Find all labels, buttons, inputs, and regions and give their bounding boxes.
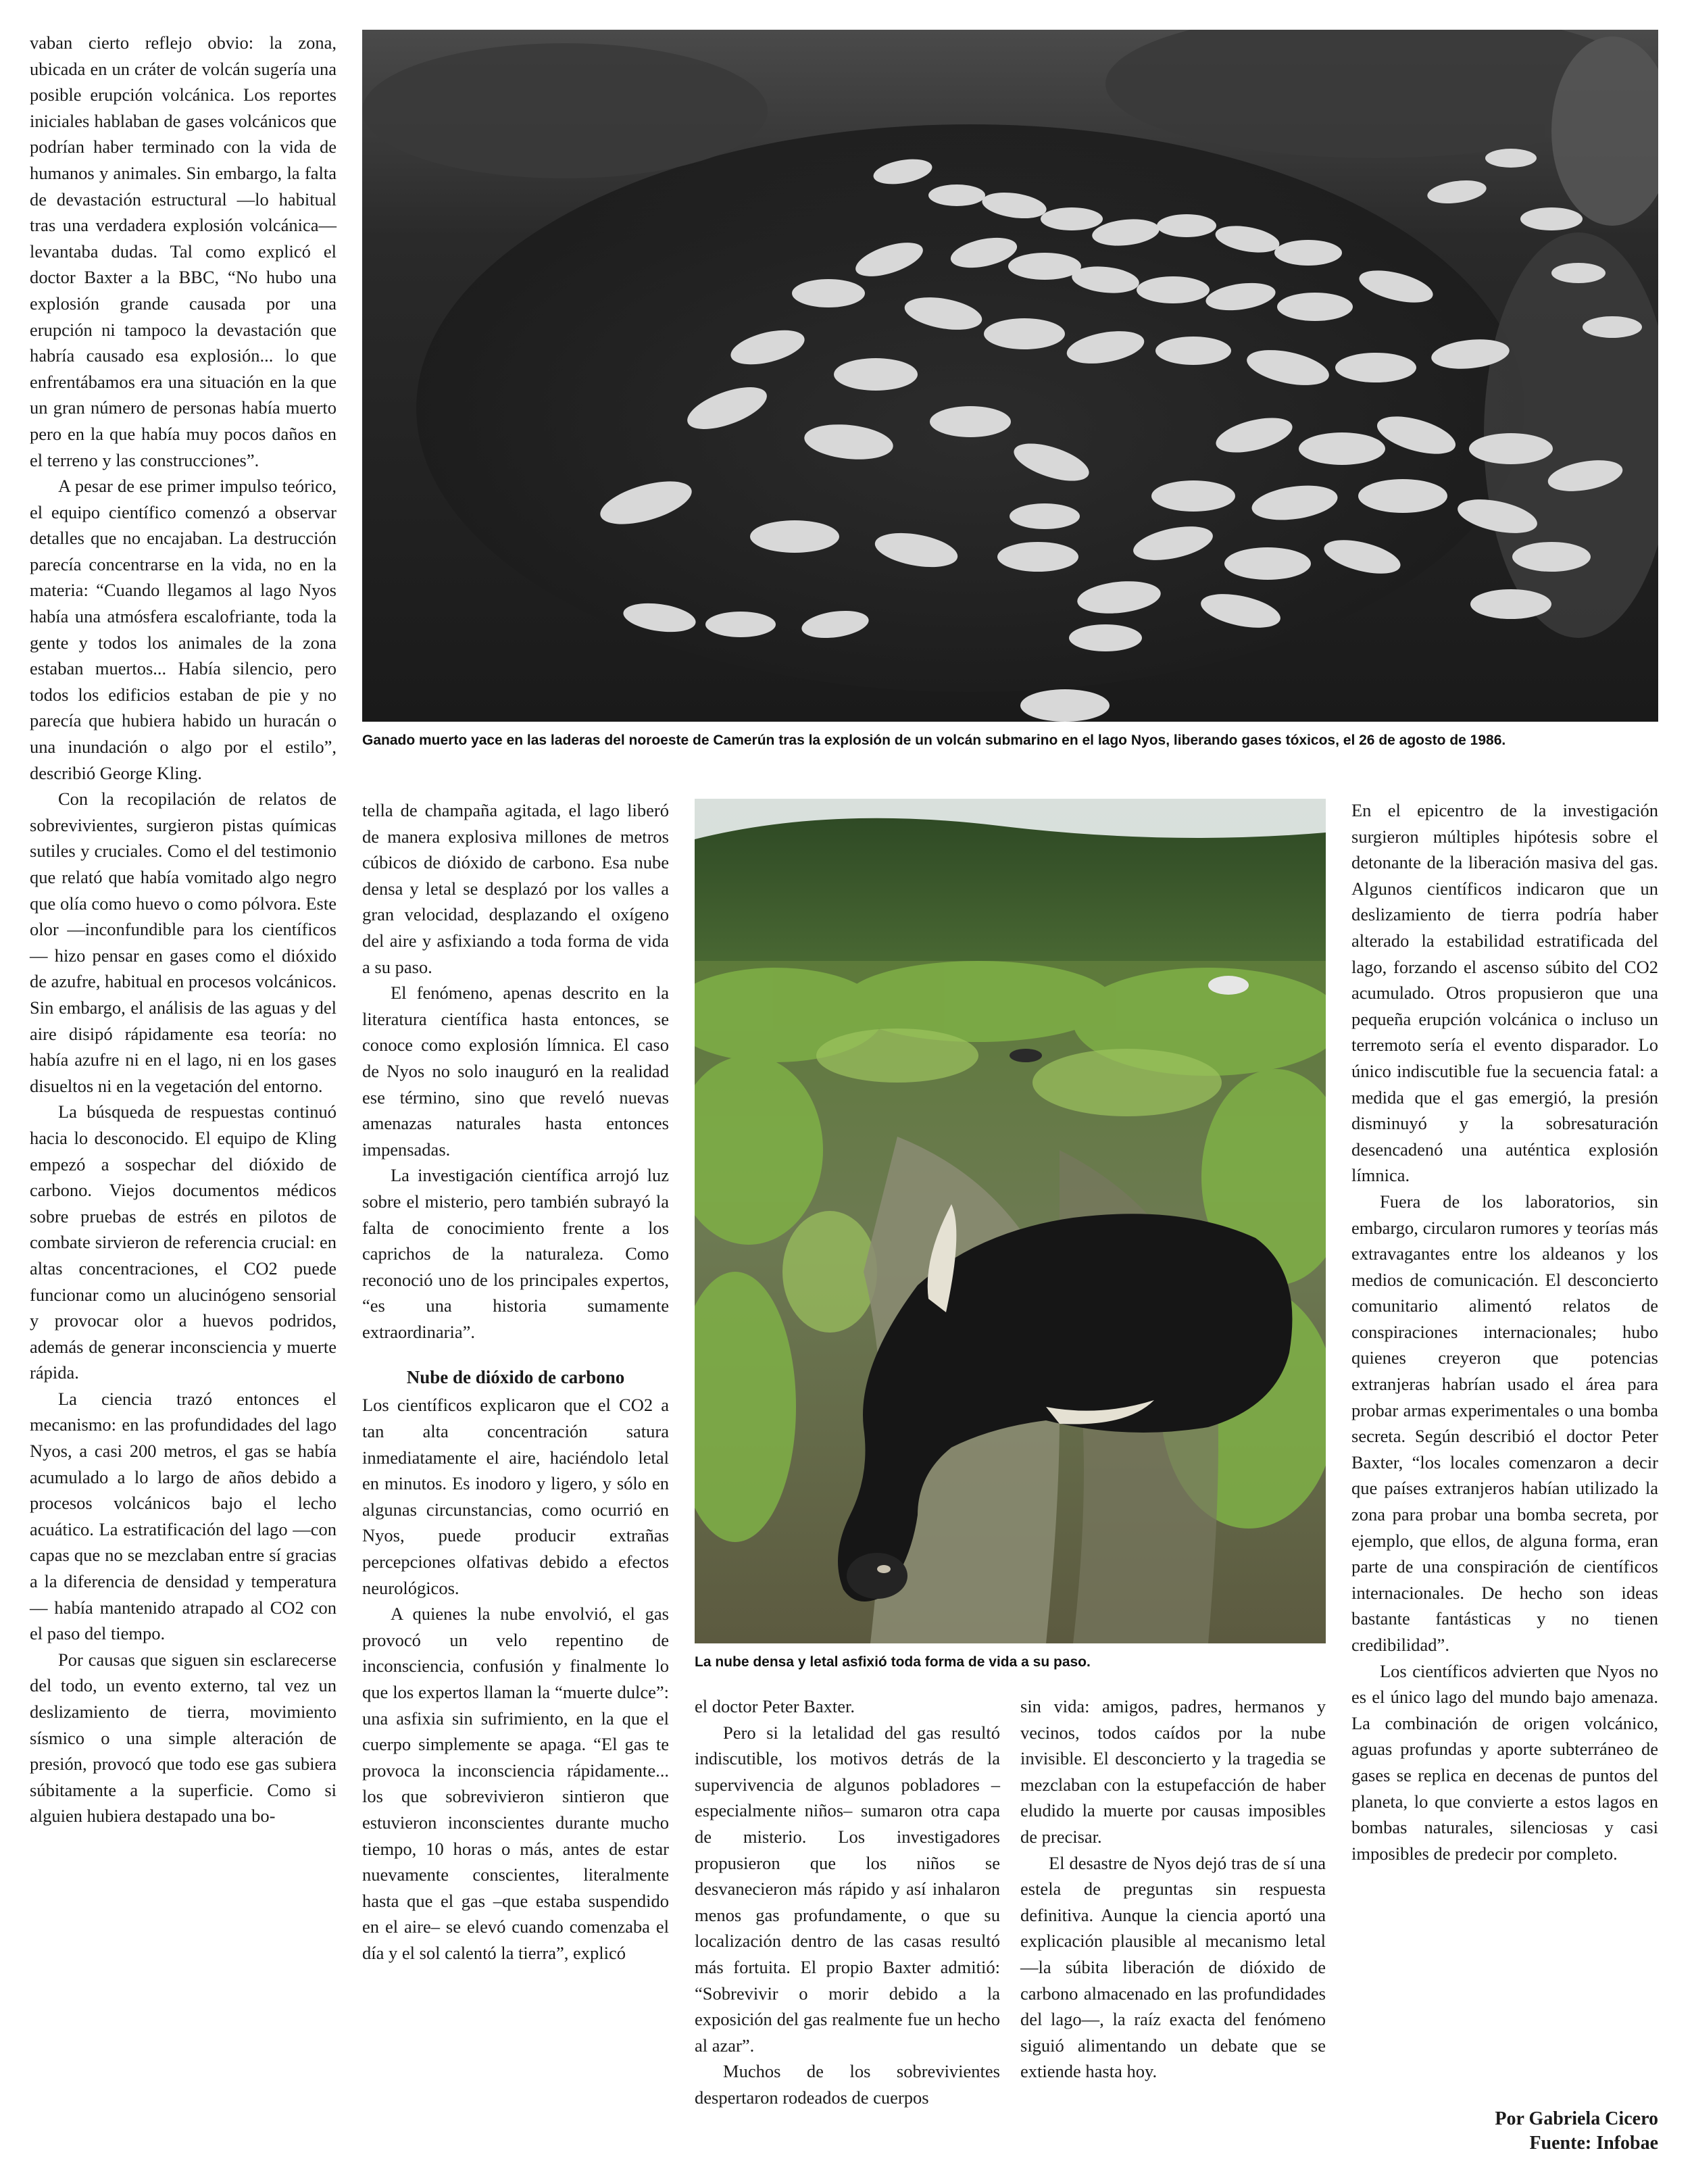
paragraph: tella de champaña agitada, el lago liberó de manera explosiva millones de metros cúbicos de dióxido de carbono. Esa nube densa y letal se desplazó por los valles a gran velocidad, desplazando el oxígeno del aire y asfixiando a toda forma de vida a su paso.	[362, 800, 669, 977]
article-column-2	[362, 797, 669, 1966]
photo-caption-1: Ganado muerto yace en las laderas del noroeste de Camerún tras la explosión de un volcán submarino en el lago Nyos, liberando gases tóxicos, el 26 de agosto de 1986.	[362, 733, 1506, 748]
article-column-5	[1351, 797, 1658, 1866]
paragraph: Pero si la letalidad del gas resultó indiscutible, los motivos detrás de la supervivencia de algunos pobladores –especialmente niños– sumaron otra capa de misterio. Los investigadores propusieron que los niños se desvanecieron más rápido y así inhalaron menos gas profundamente, o que su localización dentro de las casas resultó más fortuita. El propio Baxter admitió: “Sobrevivir o morir debido a la exposición del gas realmente fue un hecho al azar”.	[695, 1722, 1000, 2056]
paragraph: Fuera de los laboratorios, sin embargo, circularon rumores y teorías más extravagantes entre los aldeanos y los medios de comunicación. El desconcierto comunitario alimentó relatos de conspiraciones internacionales; hubo quienes creyeron que potencias extranjeras habrían usado el área para probar armas experimentales o una bomba secreta. Según describió el doctor Peter Baxter, “los locales comenzaron a decir que países extranjeros habían utilizado la zona para probar una bomba secreta, por ejemplo, que ellos, de alguna forma, eran parte de una conspiración de científicos internacionales. De hecho son ideas bastante fantásticas y no tienen credibilidad”.	[1351, 1191, 1658, 1655]
dead-cow-photo	[695, 799, 1326, 1643]
article-column-4	[1020, 1693, 1326, 2085]
paragraph: Con la recopilación de relatos de sobrevivientes, surgieron pistas químicas sutiles y cruciales. Como el del testimonio que relató que había vomitado algo negro que olía como huevo o como pólvora. Este olor —inconfundible para los científicos— hizo pensar en gases como el dióxido de azufre, habitual en procesos volcánicos. Sin embargo, el análisis de las aguas y del aire disipó rápidamente esa teoría: no había azufre ni en el lago, ni en los gases disueltos ni en la vegetación del entorno.	[30, 789, 337, 1096]
paragraph: A pesar de ese primer impulso teórico, el equipo científico comenzó a observar detalles que no encajaban. La destrucción parecía concentrarse en la vida, no en la materia: “Cuando llegamos al lago Nyos había una atmósfera escalofriante, toda la gente y todos los animales de la zona estaban muertos... Había silencio, pero todos los edificios estaban de pie y no parecía que hubiera habido un huracán o una inundación o algo por el estilo”, describió George Kling.	[30, 476, 337, 783]
paragraph: La búsqueda de respuestas continuó hacia lo desconocido. El equipo de Kling empezó a sospechar del dióxido de carbono. Viejos documentos médicos sobre pruebas de estrés en pilotos de combate sirvieron de referencia crucial: en altas concentraciones, el CO2 puede funcionar como un alucinógeno sensorial y provocar olor a huevos podridos, además de generar inconsciencia y muerte rápida.	[30, 1101, 337, 1383]
photo-caption-2: La nube densa y letal asfixió toda forma de vida a su paso.	[695, 1654, 1091, 1670]
subheading: Nube de dióxido de carbono	[406, 1367, 625, 1388]
paragraph: vaban cierto reflejo obvio: la zona, ubicada en un cráter de volcán sugería una posible erupción volcánica. Los reportes iniciales hablaban de gases volcánicos que podrían haber terminado con la vida de humanos y animales. Sin embargo, la falta de devastación estructural —lo habitual tras una verdadera explosión volcánica— levantaba dudas. Tal como explicó el doctor Baxter a la BBC, “No hubo una explosión grande causada por una erupción ni tampoco la devastación que habría causado esa explosión... lo que enfrentábamos era una situación en la que un gran número de personas había muerto pero en la que había muy pocos daños en el terreno y las construcciones”.	[30, 32, 337, 470]
article-column-3	[695, 1693, 1000, 2111]
article-column-1	[30, 30, 337, 1829]
paragraph: Los científicos explicaron que el CO2 a tan alta concentración satura inmediatamente el aire, haciéndolo letal en minutos. Es inodoro y ligero, y sólo en algunas circunstancias, como ocurrió en Nyos, puede producir extrañas percepciones olfativas debido a efectos neurológicos.	[362, 1395, 669, 1598]
paragraph: Muchos de los sobrevivientes despertaron rodeados de cuerpos	[695, 2061, 1000, 2108]
paragraph: sin vida: amigos, padres, hermanos y vecinos, todos caídos por la nube invisible. El desconcierto y la tragedia se mezclaban con la estupefacción de haber eludido la muerte por causas imposibles de precisar.	[1020, 1696, 1326, 1847]
dead-cattle-photo	[362, 30, 1658, 722]
paragraph: El desastre de Nyos dejó tras de sí una estela de preguntas sin respuesta definitiva. Aunque la ciencia aportó una explicación plausible al mecanismo letal —la súbita liberación de dióxido de carbono almacenado en las profundidades del lago—, la raíz exacta del fenómeno siguió alimentando un debate que se extiende hasta hoy.	[1020, 1852, 1326, 2082]
source-name: Fuente: Infobae	[1529, 2133, 1658, 2154]
paragraph: Los científicos advierten que Nyos no es el único lago del mundo bajo amenaza. La combinación de origen volcánico, aguas profundas y aporte subterráneo de gases se replica en decenas de puntos del planeta, lo que convierte a estos lagos en bombas naturales, silenciosas y casi imposibles de predecir por completo.	[1351, 1660, 1658, 1864]
dead-cattle-image	[362, 30, 1658, 722]
author-name: Por Gabriela Cicero	[1495, 2108, 1658, 2129]
paragraph: En el epicentro de la investigación surgieron múltiples hipótesis sobre el detonante de la liberación masiva del gas. Algunos científicos indicaron que un deslizamiento de tierra podría haber alterado la estabilidad estratificada del lago, forzando el ascenso súbito del CO2 acumulado. Otros propusieron que una pequeña erupción volcánica o incluso un terremoto sería el evento disparador. Lo único indiscutible fue la secuencia fatal: a medida que el gas emergió, la presión disminuyó y la sobresaturación desencadenó una auténtica explosión límnica.	[1351, 800, 1658, 1186]
paragraph: El fenómeno, apenas descrito en la literatura científica hasta entonces, se conoce como explosión límnica. El caso de Nyos no solo inauguró en la realidad ese término, sino que reveló nuevas amenazas naturales hasta entonces impensadas.	[362, 983, 669, 1160]
dead-cow-image	[695, 799, 1326, 1643]
paragraph: A quienes la nube envolvió, el gas provocó un velo repentino de inconsciencia, confusión y finalmente lo que los expertos llaman la “muerte dulce”: una asfixia sin sufrimiento, en la que el cuerpo simplemente se apaga. “El gas te provoca la inconsciencia rápidamente... los que sobrevivieron sintieron que estuvieron inconscientes durante mucho tiempo, 10 horas o más, antes de estar nuevamente conscientes, literalmente hasta que el gas –que estaba suspendido en el aire– se elevó cuando comenzaba el día y el sol calentó la tierra”, explicó	[362, 1604, 669, 1963]
paragraph: el doctor Peter Baxter.	[695, 1696, 855, 1716]
paragraph: Por causas que siguen sin esclarecerse del todo, un evento externo, tal vez un deslizamiento de tierra, movimiento sísmico o una simple alteración de presión, provocó que todo ese gas subiera súbitamente a la superficie. Como si alguien hubiera destapado una bo-	[30, 1649, 337, 1827]
byline	[1495, 2107, 1658, 2156]
paragraph: La investigación científica arrojó luz sobre el misterio, pero también subrayó la falta de conocimiento frente a los caprichos de la naturaleza. Como reconoció uno de los principales expertos, “es una historia sumamente extraordinaria”.	[362, 1165, 669, 1342]
paragraph: La ciencia trazó entonces el mecanismo: en las profundidades del lago Nyos, a casi 200 metros, el gas se había acumulado a lo largo de años debido a procesos volcánicos bajo el lecho acuático. La estratificación del lago —con capas que no se mezclaban entre sí gracias a la diferencia de densidad y temperatura— había mantenido atrapado al CO2 con el paso del tiempo.	[30, 1388, 337, 1644]
